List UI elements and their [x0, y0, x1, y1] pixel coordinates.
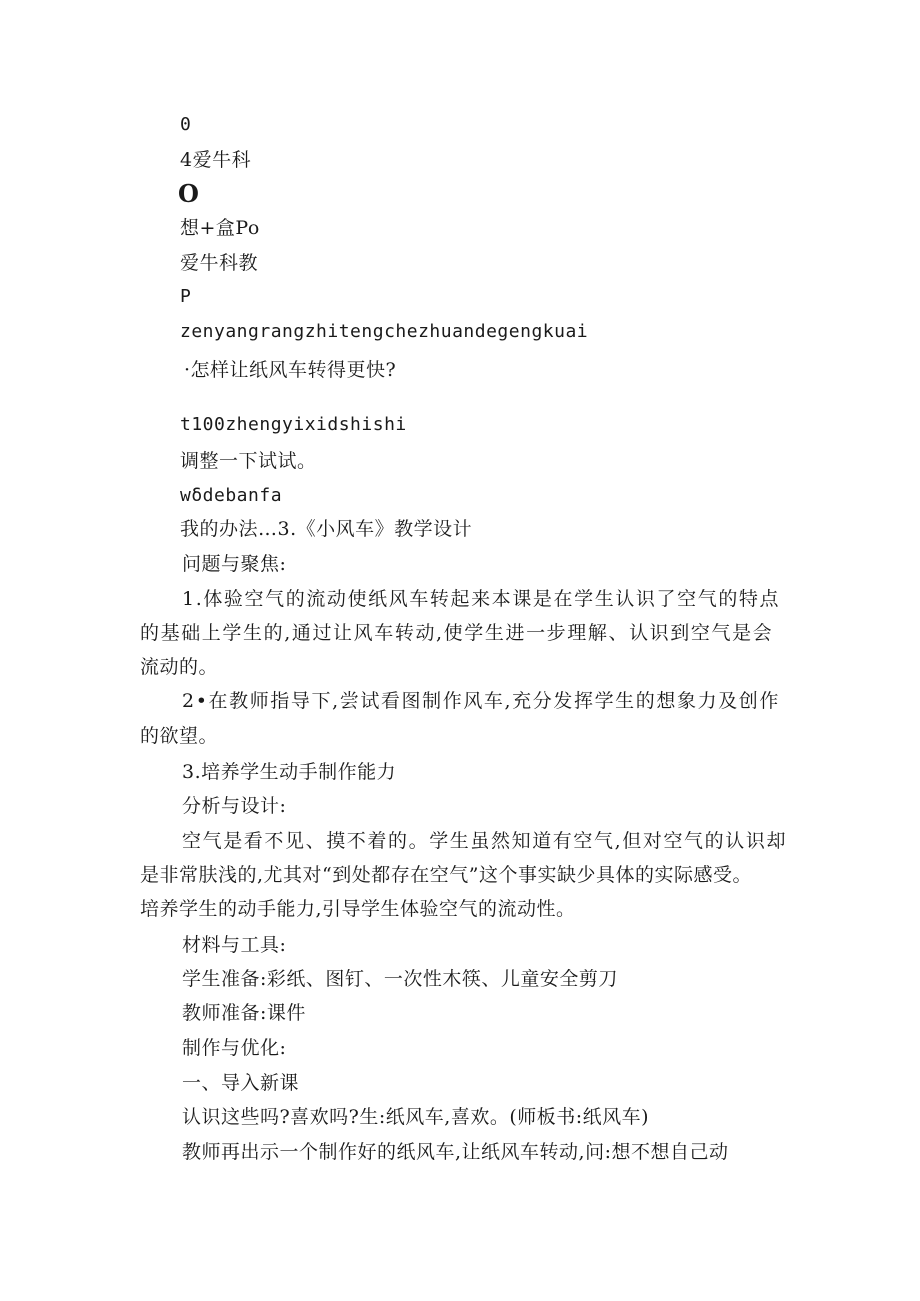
- fragment-o: O: [178, 179, 200, 208]
- pinyin-line-1: zenyangrangzhitengchezhuandegengkuai: [180, 321, 589, 342]
- subsection-heading-intro: 一、导入新课: [182, 1072, 300, 1094]
- fragment-ainiuke: 4爱牛科: [180, 149, 252, 171]
- pinyin-line-2: t100zhengyixidshishi: [180, 414, 407, 435]
- paragraph-line: 1.体验空气的流动使纸风车转起来本课是在学生认识了空气的特点: [182, 588, 781, 610]
- paragraph-line: 认识这些吗?喜欢吗?生:纸风车,喜欢。(师板书:纸风车): [182, 1106, 650, 1128]
- section-heading-analysis: 分析与设计:: [182, 795, 287, 817]
- paragraph-line: 的欲望。: [140, 725, 219, 747]
- pinyin-line-3: wδdebanfa: [180, 485, 283, 506]
- student-prep-line: 学生准备:彩纸、图钉、一次性木筷、儿童安全剪刀: [182, 968, 618, 990]
- fragment-p: P: [180, 286, 192, 307]
- teacher-prep-line: 教师准备:课件: [182, 1002, 306, 1024]
- paragraph-line: 3.培养学生动手制作能力: [182, 761, 397, 783]
- fragment-xiang-he: 想+盒Po: [180, 217, 260, 239]
- section-heading-problem: 问题与聚焦:: [182, 553, 287, 575]
- fragment-zero: 0: [180, 114, 192, 135]
- paragraph-line: 教师再出示一个制作好的纸风车,让纸风车转动,问:想不想自己动: [182, 1141, 729, 1163]
- paragraph-line: 流动的。: [140, 656, 219, 678]
- fragment-ainiukejiao: 爱牛科教: [180, 252, 259, 274]
- paragraph-line: 的基础上学生的,通过让风车转动,使学生进一步理解、认识到空气是会: [140, 622, 774, 644]
- paragraph-line: 空气是看不见、摸不着的。学生虽然知道有空气,但对空气的认识却: [182, 830, 788, 852]
- question-heading: ·怎样让纸风车转得更快?: [184, 359, 397, 381]
- paragraph-line: 2•在教师指导下,尝试看图制作风车,充分发挥学生的想象力及创作: [182, 690, 780, 712]
- paragraph-line: 培养学生的动手能力,引导学生体验空气的流动性。: [140, 898, 576, 920]
- document-title: 我的办法…3.《小风车》教学设计: [180, 518, 473, 540]
- adjust-line: 调整一下试试。: [180, 450, 317, 472]
- section-heading-production: 制作与优化:: [182, 1037, 287, 1059]
- paragraph-line: 是非常肤浅的,尤其对“到处都存在空气”这个事实缺少具体的实际感受。: [140, 864, 752, 886]
- section-heading-materials: 材料与工具:: [182, 934, 287, 956]
